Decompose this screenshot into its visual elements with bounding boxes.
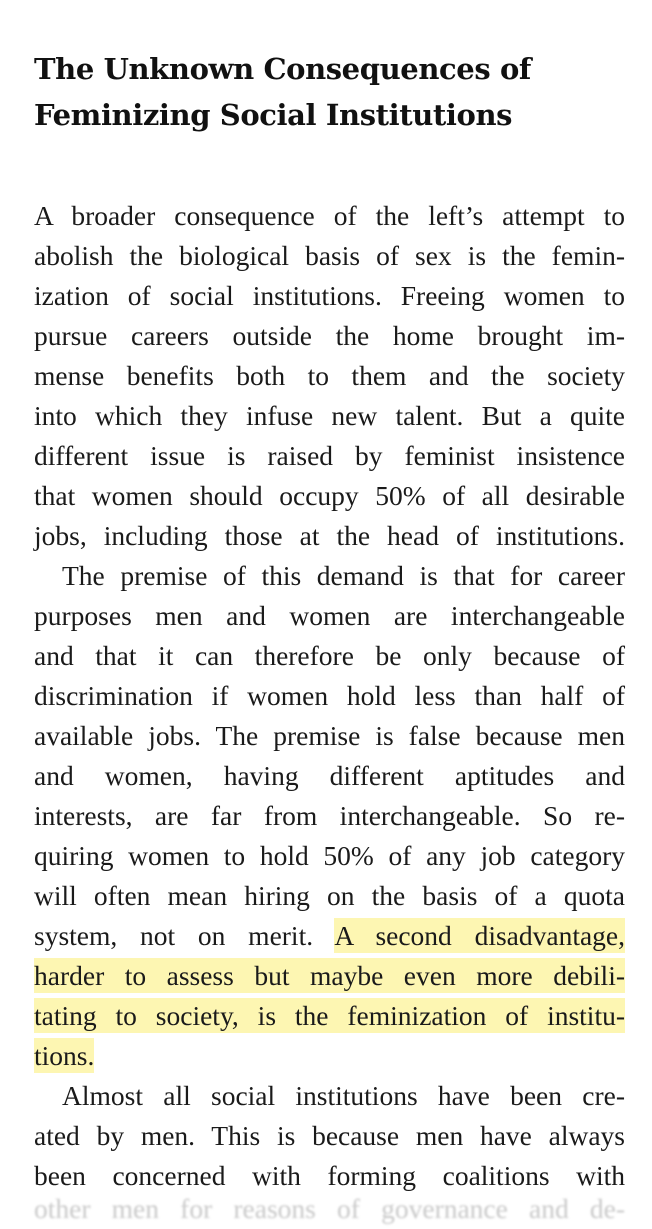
highlighted-text[interactable]: harder to assess but maybe even more debili-: [34, 960, 625, 991]
paragraph-line: jobs, including those at the head of institutions.: [34, 520, 625, 551]
paragraph-line: will often mean hiring on the basis of a quota: [34, 880, 625, 911]
paragraph-line: different issue is raised by feminist insistence: [34, 440, 625, 471]
section-heading-line-1: The Unknown Consequences of: [34, 52, 531, 86]
paragraph-line: [34, 996, 625, 1036]
paragraph-line: pursue careers outside the home brought im-: [34, 320, 625, 351]
paragraph-line: that women should occupy 50% of all desirable: [34, 480, 625, 511]
highlighted-text[interactable]: A second disadvantage,: [334, 920, 625, 951]
paragraph-line: Almost all social institutions have been cre-: [62, 1080, 625, 1111]
paragraph-line: The premise of this demand is that for career: [62, 560, 625, 591]
highlighted-text[interactable]: tating to society, is the feminization of institu-: [34, 1000, 625, 1031]
paragraph-line: and women, having different aptitudes and: [34, 760, 625, 791]
section-heading-line-2: Feminizing Social Institutions: [34, 98, 513, 132]
paragraph-line: [34, 956, 625, 996]
paragraph-line: discrimination if women hold less than half of: [34, 680, 625, 711]
highlighted-text[interactable]: tions.: [34, 1040, 95, 1071]
section-heading: [34, 46, 624, 138]
paragraph-line: ization of social institutions. Freeing women to: [34, 280, 625, 311]
paragraph-text: system, not on merit.: [34, 920, 314, 951]
paragraph-line: been concerned with forming coalitions with: [34, 1160, 625, 1191]
paragraph-line: purposes men and women are interchangeable: [34, 600, 625, 631]
paragraph-line: [34, 1036, 625, 1076]
paragraph-line: abolish the biological basis of sex is the femin-: [34, 240, 625, 271]
paragraph-line: quiring women to hold 50% of any job category: [34, 840, 625, 871]
paragraph-line: into which they infuse new talent. But a quite: [34, 400, 625, 431]
paragraph-line: mense benefits both to them and the society: [34, 360, 625, 391]
paragraph-line: available jobs. The premise is false because men: [34, 720, 625, 751]
paragraph-line: ated by men. This is because men have always: [34, 1120, 625, 1151]
paragraph-line: [34, 916, 625, 956]
paragraph-line: A broader consequence of the left’s attempt to: [34, 200, 625, 231]
paragraph-line: interests, are far from interchangeable. So re-: [34, 800, 625, 831]
paragraph-line: and that it can therefore be only because of: [34, 640, 625, 671]
paragraph-line-cutoff: other men for reasons of governance and de-: [34, 1193, 625, 1224]
